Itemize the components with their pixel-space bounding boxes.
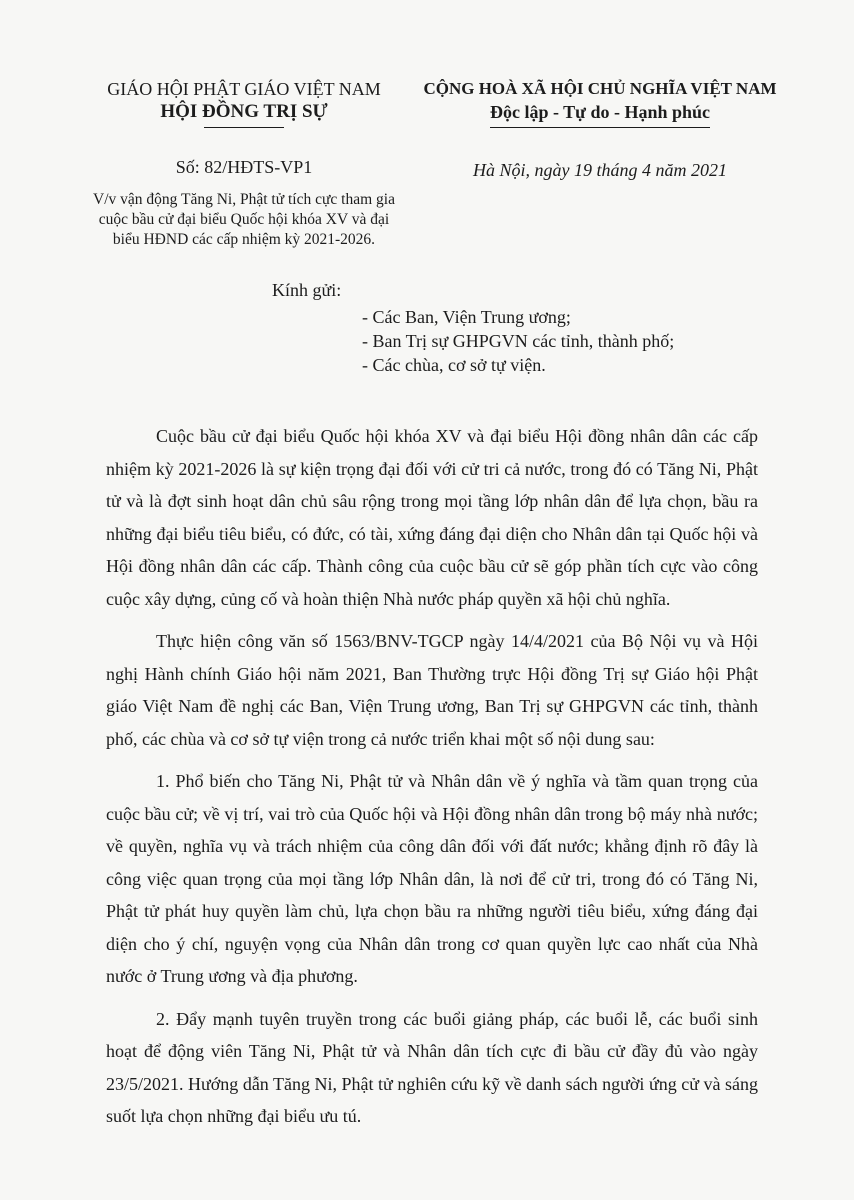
recipient-item: - Ban Trị sự GHPGVN các tỉnh, thành phố; xyxy=(362,331,675,351)
national-motto: Độc lập - Tự do - Hạnh phúc xyxy=(489,102,711,122)
recipient-item: - Các chùa, cơ sở tự viện. xyxy=(362,355,546,375)
body-paragraph: 1. Phổ biến cho Tăng Ni, Phật tử và Nhân dân về ý nghĩa và tầm quan trọng của cuộc bầu cử; về vị trí, vai trò của Quốc hội và Hội đồng nhân dân trong bộ máy nhà nước; về quyền, nghĩa vụ và trách nhiệm của công dân đối với đất nước; khẳng định rõ đây là công việc quan trọng của mọi tầng lớp Nhân dân, là nơi để cử tri, trong đó có Tăng Ni, Phật tử phát huy quyền làm chủ, lựa chọn bầu ra những người tiêu biểu, xứng đáng đại diện cho ý chí, nguyện vọng của Nhân dân trong cơ quan quyền lực cao nhất của Nhà nước ở Trung ương và địa phương. xyxy=(106,771,758,986)
country-name: CỘNG HOÀ XÃ HỘI CHỦ NGHĨA VIỆT NAM xyxy=(423,79,777,98)
national-header-block xyxy=(410,78,790,181)
document-number: Số: 82/HĐTS-VP1 xyxy=(175,157,313,177)
motto-underline xyxy=(490,127,710,128)
issuer-underline xyxy=(204,127,284,128)
body-paragraph: Cuộc bầu cử đại biểu Quốc hội khóa XV và đại biểu Hội đồng nhân dân các cấp nhiệm kỳ 2021-2026 là sự kiện trọng đại đối với cử tri cả nước, trong đó có Tăng Ni, Phật tử và là đợt sinh hoạt dân chủ sâu rộng trong mọi tầng lớp nhân dân để lựa chọn, bầu ra những đại biểu tiêu biểu, có đức, có tài, xứng đáng đại diện cho Nhân dân tại Quốc hội và Hội đồng nhân dân các cấp. Thành công của cuộc bầu cử sẽ góp phần tích cực vào công cuộc xây dựng, củng cố và hoàn thiện Nhà nước pháp quyền xã hội chủ nghĩa. xyxy=(106,426,758,609)
recipient-item: - Các Ban, Viện Trung ương; xyxy=(362,307,571,327)
body-paragraph: Thực hiện công văn số 1563/BNV-TGCP ngày 14/4/2021 của Bộ Nội vụ và Hội nghị Hành chính Giáo hội năm 2021, Ban Thường trực Hội đồng Trị sự Giáo hội Phật giáo Việt Nam đề nghị các Ban, Viện Trung ương, Ban Trị sự GHPGVN các tỉnh, thành phố, các chùa và cơ sở tự viện trong cả nước triển khai một số nội dung sau: xyxy=(106,631,758,749)
place-and-date: Hà Nội, ngày 19 tháng 4 năm 2021 xyxy=(473,160,727,180)
document-body xyxy=(106,420,758,1143)
parent-organization: GIÁO HỘI PHẬT GIÁO VIỆT NAM xyxy=(107,79,381,99)
body-paragraph: 2. Đẩy mạnh tuyên truyền trong các buổi giảng pháp, các buổi lễ, các buổi sinh hoạt để động viên Tăng Ni, Phật tử và Nhân dân tích cực đi bầu cử đầy đủ vào ngày 23/5/2021. Hướng dẫn Tăng Ni, Phật tử nghiên cứu kỹ về danh sách người ứng cử và sáng suốt lựa chọn những đại biểu ưu tú. xyxy=(106,1008,758,1126)
recipient-list xyxy=(362,305,674,377)
issuing-organization: HỘI ĐỒNG TRỊ SỰ xyxy=(160,101,328,122)
issuer-block xyxy=(84,78,404,250)
document-subject: V/v vận động Tăng Ni, Phật tử tích cực tham gia cuộc bầu cử đại biểu Quốc hội khóa XV và đại biểu HĐND các cấp nhiệm kỳ 2021-2026. xyxy=(93,191,395,248)
salutation-label: Kính gửi: xyxy=(272,280,342,300)
